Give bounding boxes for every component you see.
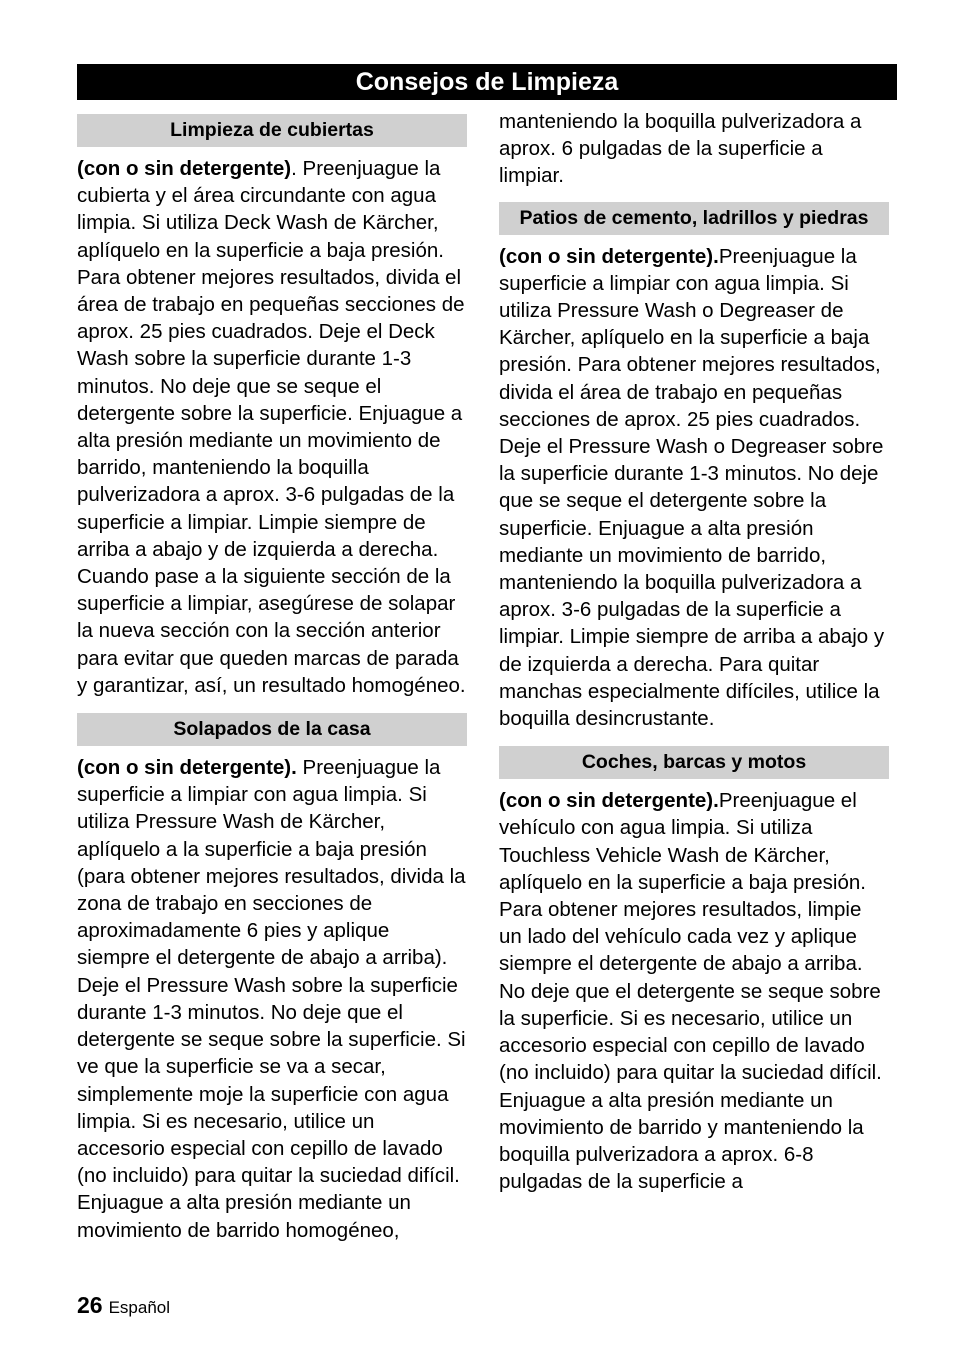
lead-patios: (con o sin detergente). bbox=[499, 244, 719, 268]
paragraph-solapados-continued: manteniendo la boquilla pulverizadora a aprox. 6 pulgadas de la superficie a limpiar. bbox=[499, 110, 862, 188]
lead-coches: (con o sin detergente). bbox=[499, 789, 719, 813]
body-patios: Preenjuague la superficie a limpiar con agua limpia. Si utiliza Pressure Wash o Degreaser de Kärcher, aplíquelo en la superficie a baja presión. Para obtener mejores resultados, divida el área de trabajo en pequeñas secciones de aprox. 25 pies cuadrados. Deje el Pressure Wash o Degreaser sobre la superficie durante 1-3 minutos. No deje que se seque el detergente sobre la superficie. Enjuague a alta presión mediante un movimiento de barrido, manteniendo la boquilla pulverizadora a aprox. 3-6 pulgadas de la superficie a limpiar. Limpie siempre de arriba a abajo y de izquierda a derecha. Para quitar manchas especialmente difíciles, utilice la boquilla desincrustante. bbox=[499, 244, 885, 731]
body-cubiertas: . Preenjuague la cubierta y el área circundante con agua limpia. Si utiliza Deck Wash de Kärcher, aplíquelo en la superficie a baja presión. Para obtener mejores resultados, divida el área de trabajo en pequeñas secciones de aprox. 25 pies cuadrados. Deje el Deck Wash sobre la superficie durante 1-3 minutos. No deje que se seque el detergente sobre la superficie. Enjuague a alta presión mediante un movimiento de barrido, manteniendo la boquilla pulverizadora a aprox. 3-6 pulgadas de la superficie a limpiar. Limpie siempre de arriba a abajo y de izquierda a derecha. Cuando pase a la siguiente sección de la superficie a limpiar, asegúrese de solapar la nueva sección con la sección anterior para evitar que queden marcas de parada y garantizar, así, un resultado homogéneo. bbox=[77, 157, 466, 697]
section-heading-patios: Patios de cemento, ladrillos y piedras bbox=[499, 202, 889, 235]
section-heading-solapados: Solapados de la casa bbox=[77, 713, 467, 746]
lead-cubiertas: (con o sin detergente) bbox=[77, 157, 292, 180]
right-column bbox=[499, 108, 889, 1195]
page-footer bbox=[77, 1290, 170, 1323]
paragraph-coches bbox=[499, 787, 889, 1195]
footer-language: Español bbox=[108, 1298, 171, 1317]
body-coches: Preenjuague el vehículo con agua limpia. Si utiliza Touchless Vehicle Wash de Kärcher, aplíquelo en la superficie a baja presión. Para obtener mejores resultados, limpie un lado del vehículo cada vez y aplique siempre el detergente de abajo a arriba. No deje que el detergente se seque sobre la superficie. Si es necesario, utilice un accesorio especial con cepillo de lavado (no incluido) para quitar la suciedad difícil. Enjuague a alta presión mediante un movimiento de barrido y manteniendo la boquilla pulverizadora a aprox. 6-8 pulgadas de la superficie a bbox=[499, 789, 882, 1194]
lead-solapados: (con o sin detergente). bbox=[77, 756, 297, 780]
paragraph-cubiertas bbox=[77, 155, 467, 699]
section-heading-cubiertas: Limpieza de cubiertas bbox=[77, 114, 467, 147]
page-number: 26 bbox=[77, 1292, 103, 1318]
left-column bbox=[77, 108, 467, 1244]
section-heading-coches: Coches, barcas y motos bbox=[499, 746, 889, 779]
page-title: Consejos de Limpieza bbox=[77, 64, 897, 100]
paragraph-solapados bbox=[77, 754, 467, 1244]
paragraph-patios bbox=[499, 243, 889, 733]
body-solapados: Preenjuague la superficie a limpiar con agua limpia. Si utiliza Pressure Wash de Kärcher, aplíquelo a la superficie a baja presión (para obtener mejores resultados, divida la zona de trabajo en secciones de aproximadamente 6 pies y aplique siempre el detergente de abajo a arriba). Deje el Pressure Wash sobre la superficie durante 1-3 minutos. No deje que el detergente se seque sobre la superficie. Si ve que la superficie se va a secar, simplemente moje la superficie con agua limpia. Si es necesario, utilice un accesorio especial con cepillo de lavado (no incluido) para quitar la suciedad difícil. Enjuague a alta presión mediante un movimiento de barrido homogéneo, bbox=[77, 756, 466, 1242]
